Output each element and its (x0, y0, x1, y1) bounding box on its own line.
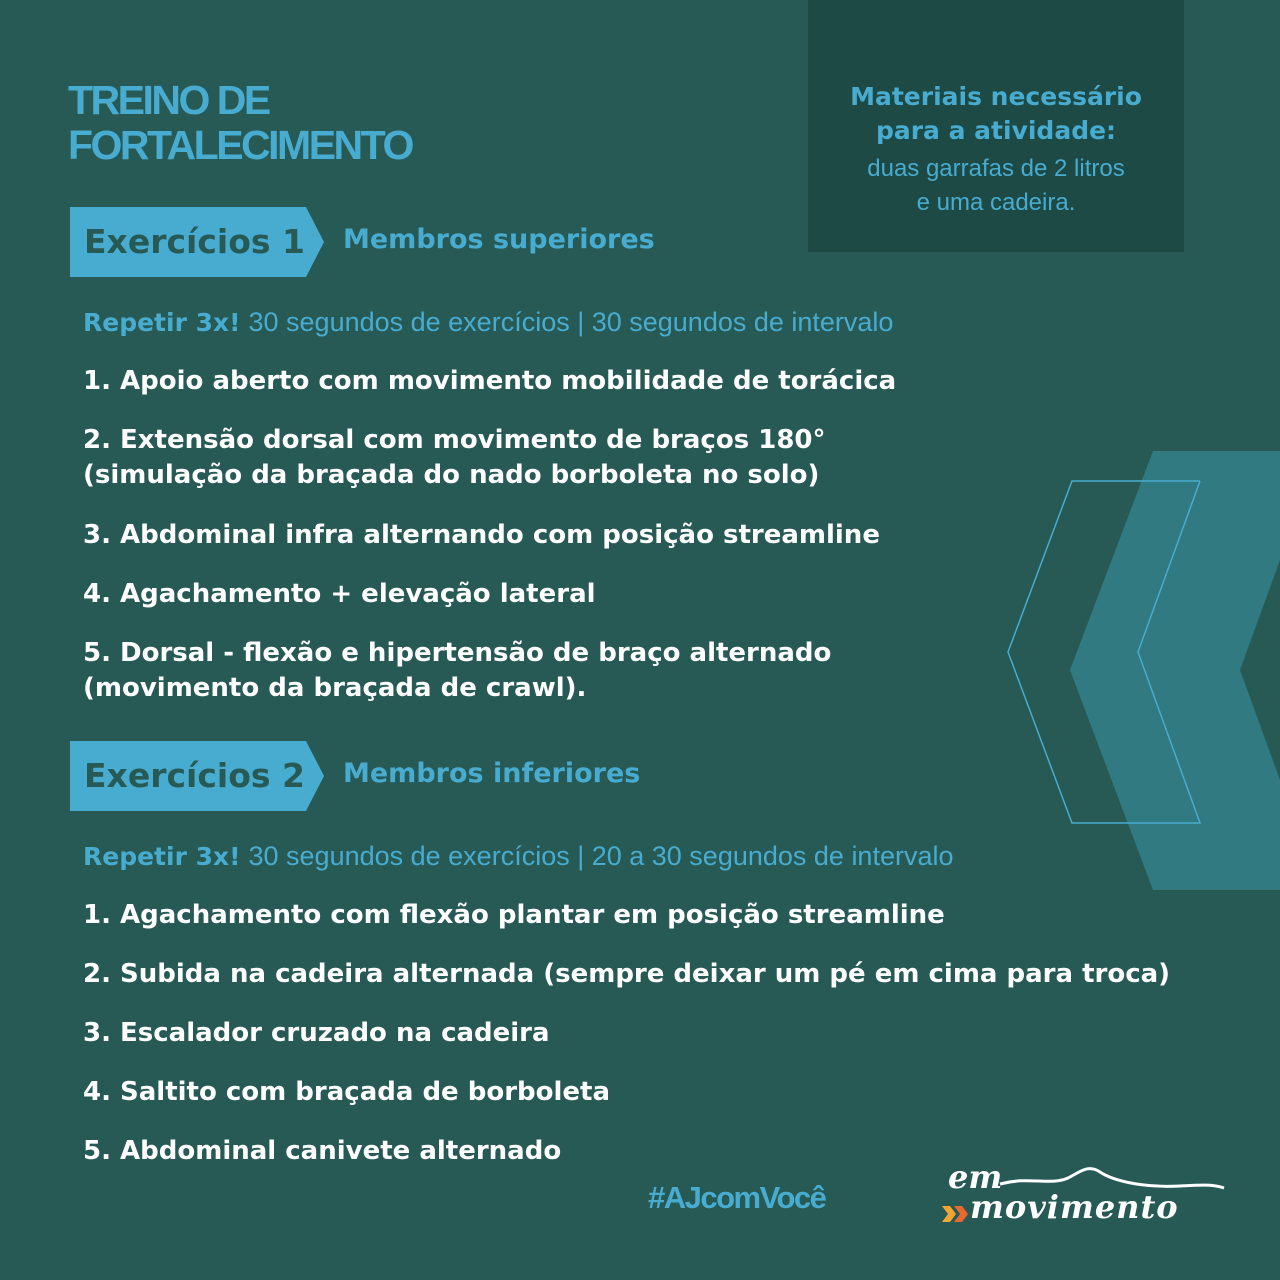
title-line-2: FORTALECIMENTO (68, 122, 412, 168)
section-1-item-4 (83, 577, 596, 612)
page-title (68, 78, 412, 168)
item-line: 5. Dorsal - flexão e hipertensão de braço alternado (83, 638, 832, 668)
section-1-item-5 (83, 636, 831, 706)
section-2-item-3: 3. Escalador cruzado na cadeira (83, 1018, 550, 1048)
section-1-repeat-bold: Repetir 3x! (83, 308, 241, 337)
section-1-repeat (83, 307, 893, 338)
title-line-1: TREINO DE (68, 77, 269, 123)
section-1-item-3 (83, 518, 880, 553)
item-line-2: (movimento da braçada de crawl). (83, 673, 587, 703)
section-1-repeat-text: 30 segundos de exercícios | 30 segundos de intervalo (248, 307, 894, 337)
item-line: 4. Agachamento + elevação lateral (83, 579, 596, 609)
section-2-tag-label: Exercícios 2 (84, 756, 305, 795)
section-2-repeat (83, 841, 954, 872)
section-2-tag (70, 741, 326, 811)
materials-panel (808, 0, 1184, 252)
section-2-item-1: 1. Agachamento com flexão plantar em posição streamline (83, 900, 945, 930)
logo-text-movimento: movimento (970, 1188, 1179, 1226)
item-line-2: (simulação da braçada do nado borboleta no solo) (83, 460, 820, 490)
section-2-repeat-bold: Repetir 3x! (83, 842, 241, 871)
materials-body-line-1: duas garrafas de 2 litros (867, 155, 1125, 182)
section-1-tag-label: Exercícios 1 (84, 222, 305, 261)
item-line: 3. Abdominal infra alternando com posição streamline (83, 520, 880, 550)
item-line: 1. Apoio aberto com movimento mobilidade de torácica (83, 366, 897, 396)
section-1-subtitle: Membros superiores (343, 224, 655, 255)
section-1-item-1 (83, 364, 896, 399)
section-1-item-2 (83, 423, 826, 493)
logo-text-em: em (948, 1158, 1003, 1196)
section-2-subtitle: Membros inferiores (343, 758, 641, 789)
materials-heading-line-2: para a atividade: (875, 116, 1117, 145)
materials-body-line-2: e uma cadeira. (916, 189, 1076, 216)
section-2-item-5: 5. Abdominal canivete alternado (83, 1136, 562, 1166)
section-2-item-2: 2. Subida na cadeira alternada (sempre deixar um pé em cima para troca) (83, 959, 1171, 989)
em-movimento-logo (940, 1158, 1230, 1238)
materials-heading (808, 80, 1184, 148)
hashtag-text: #AJcomVocê (648, 1180, 826, 1215)
materials-heading-line-1: Materiais necessário (850, 82, 1142, 111)
section-2-item-4: 4. Saltito com braçada de borboleta (83, 1077, 611, 1107)
materials-body (808, 152, 1184, 220)
item-line: 2. Extensão dorsal com movimento de braços 180° (83, 425, 826, 455)
section-1-tag (70, 207, 326, 277)
section-2-repeat-text: 30 segundos de exercícios | 20 a 30 segundos de intervalo (248, 841, 954, 871)
